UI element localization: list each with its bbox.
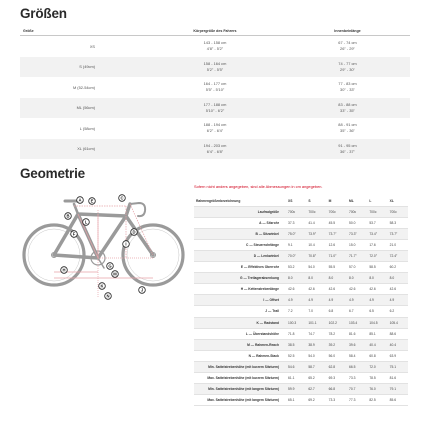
geometry-value: 82.5: [367, 394, 387, 405]
geometry-value: 8.0: [388, 273, 408, 284]
geometry-value: 71.8: [286, 328, 306, 339]
geometry-value: 53.7: [367, 218, 387, 229]
inseam-column-header: Innenbeinlänge: [285, 27, 410, 36]
geometry-row: [194, 394, 408, 405]
geometry-value: 42.6: [367, 284, 387, 295]
size-row: [20, 139, 410, 160]
geometry-value: 40.4: [367, 339, 387, 350]
geometry-value: 65.2: [306, 372, 326, 383]
geometry-value: 4.9: [347, 295, 367, 306]
geometry-value: 78.2: [327, 328, 347, 339]
geometry-value: 45.5: [327, 218, 347, 229]
geometry-value: 4.9: [388, 295, 408, 306]
inseam-cm: 77 - 83 cm: [338, 81, 357, 87]
geometry-value: 73.4°: [367, 229, 387, 240]
geometry-value: 73.9°: [306, 229, 326, 240]
geometry-value: 56.0: [327, 350, 347, 361]
geometry-value: 4.9: [286, 295, 306, 306]
diagram-letter: H: [62, 267, 66, 273]
inseam-cell: [285, 57, 410, 78]
geometry-value: 73.3: [347, 372, 367, 383]
geometry-value: 75.1: [388, 361, 408, 372]
geometry-value: 8.0: [347, 273, 367, 284]
geometry-value: 73.7°: [327, 229, 347, 240]
size-row: [20, 36, 410, 57]
geometry-value: 7.2: [286, 306, 306, 317]
size-cell: ML (56cm): [20, 98, 145, 119]
geometry-value: 54.0: [306, 262, 326, 273]
geometry-value: 50.0: [347, 218, 367, 229]
diagram-marker-a: [77, 197, 84, 204]
sizes-heading: Größen: [20, 6, 67, 21]
size-cell: M (52-54cm): [72, 84, 96, 90]
geometry-value: 4.9: [367, 295, 387, 306]
geometry-value: 54.0: [306, 350, 326, 361]
geometry-value: 62.7: [306, 383, 326, 394]
sizes-table: [20, 27, 410, 159]
geometry-value: 70.8°: [306, 251, 326, 262]
diagram-letter: I: [125, 241, 127, 247]
geometry-value: 8.0: [327, 273, 347, 284]
geometry-value: 61.1: [286, 372, 306, 383]
geometry-value: 81.6: [347, 328, 367, 339]
geometry-value: 6.2: [388, 306, 408, 317]
geometry-label: Min. Sattelstrebenhöhe (mit kurzem Sitzturm): [194, 361, 286, 372]
diagram-letter: C: [120, 195, 124, 201]
geometry-value: 63.9: [388, 350, 408, 361]
geometry-value: 9.1: [286, 240, 306, 251]
geometry-row: [194, 229, 408, 240]
geometry-row: [194, 383, 408, 394]
inseam-in: 30" - 33": [340, 87, 355, 93]
diagram-letter: E: [90, 198, 94, 204]
diagram-letter: J: [140, 287, 144, 293]
geometry-label: Min. Sattelstrebenhöhe (mit langem Sitzturm): [194, 383, 286, 394]
geometry-value: 700c: [286, 207, 306, 218]
rider-height-cell: [145, 98, 285, 119]
geometry-row: [194, 218, 408, 229]
geometry-value: 21.0: [388, 240, 408, 251]
geometry-row: [194, 284, 408, 295]
geometry-value: 79.1: [388, 383, 408, 394]
geometry-label: L — Überstandshöhe: [194, 328, 286, 339]
diagram-marker-h: [61, 267, 68, 274]
geometry-value: 66.5: [347, 361, 367, 372]
geometry-label: Laufradgröße: [194, 207, 286, 218]
inseam-in: 26" - 29": [340, 46, 355, 52]
frame-size-header: L: [367, 196, 387, 207]
geometry-label: Max. Sattelstrebenhöhe (mit langem Sitzturm): [194, 394, 286, 405]
geometry-value: 59.9: [286, 383, 306, 394]
geometry-value: 76.0: [367, 383, 387, 394]
geometry-value: 37.3: [286, 218, 306, 229]
rider-height-ft: 6'2" - 6'4": [206, 128, 224, 134]
geometry-value: 700c: [388, 207, 408, 218]
geometry-row: [194, 295, 408, 306]
geometry-row: [194, 240, 408, 251]
sizes-header-row: [20, 27, 410, 36]
geometry-value: 62.8: [327, 361, 347, 372]
geometry-value: 85.1: [367, 328, 387, 339]
geometry-row: [194, 339, 408, 350]
geometry-value: 66.8: [327, 383, 347, 394]
frame-size-header: M: [327, 196, 347, 207]
geometry-value: 42.6: [388, 284, 408, 295]
geometry-label: H — Kettenstrebenlänge: [194, 284, 286, 295]
geometry-row: [194, 273, 408, 284]
rider-height-cm: 177 - 188 cm: [203, 101, 227, 107]
geometry-label: A — Sitzrohr: [194, 218, 286, 229]
rider-height-cm: 188 - 194 cm: [203, 122, 227, 128]
diagram-letter: B: [66, 213, 70, 219]
geometry-value: 41.4: [306, 218, 326, 229]
geometry-units-note: Sofern nicht anders angegeben, sind alle Abmessungen in cm angegeben.: [194, 184, 323, 189]
geometry-value: 81.6: [388, 372, 408, 383]
geometry-value: 100.3: [286, 317, 306, 328]
geometry-value: 7.0: [306, 306, 326, 317]
frame-size-header: ML: [347, 196, 367, 207]
geometry-value: 71.7°: [347, 251, 367, 262]
rider-height-ft: 5'5" - 5'10": [205, 87, 225, 93]
frame-size-header: S: [306, 196, 326, 207]
geometry-value: 73.3°: [347, 229, 367, 240]
inseam-cell: [285, 139, 410, 160]
geometry-label: M — Rahmen-Reach: [194, 339, 286, 350]
diagram-marker-d: [131, 229, 138, 236]
diagram-marker-l: [83, 219, 90, 226]
diagram-marker-c: [119, 195, 126, 202]
geometry-row: [194, 372, 408, 383]
diagram-letter: N: [106, 293, 110, 299]
inseam-cm: 91 - 95 cm: [338, 142, 357, 148]
geometry-value: 78.5: [367, 372, 387, 383]
geometry-label: J — Trail: [194, 306, 286, 317]
rider-height-ft: 5'10" - 6'2": [205, 107, 225, 113]
size-row: [20, 98, 410, 119]
geometry-value: 6.5: [367, 306, 387, 317]
geometry-value: 85.6: [388, 394, 408, 405]
diagram-marker-f: [71, 231, 78, 238]
frame: [54, 204, 153, 258]
geometry-row: [194, 306, 408, 317]
rider-height-cm: 194 - 203 cm: [203, 142, 227, 148]
geometry-value: 10.4: [306, 240, 326, 251]
geometry-value: 103.4: [347, 317, 367, 328]
geometry-value: 75.0°: [286, 229, 306, 240]
geometry-row: [194, 207, 408, 218]
rider-height-ft: 5'2" - 5'5": [206, 66, 224, 72]
geometry-label: B — Sitzwinkel: [194, 229, 286, 240]
geometry-value: 17.6: [367, 240, 387, 251]
inseam-cell: [285, 118, 410, 139]
inseam-in: 35" - 36": [340, 128, 355, 134]
geometry-value: 105.4: [388, 317, 408, 328]
geometry-value: 42.6: [327, 284, 347, 295]
geometry-value: 58.3: [388, 218, 408, 229]
geometry-value: 73.7°: [388, 229, 408, 240]
diagram-marker-k: [99, 283, 106, 290]
geometry-value: 71.0°: [327, 251, 347, 262]
diagram-marker-b: [65, 213, 72, 220]
geometry-value: 6.7: [347, 306, 367, 317]
diagram-marker-e: [89, 198, 96, 205]
inseam-cm: 88 - 91 cm: [338, 122, 357, 128]
geometry-value: 42.6: [347, 284, 367, 295]
rider-height-cell: [145, 57, 285, 78]
geometry-value: 60.8: [367, 350, 387, 361]
geometry-value: 15.0: [347, 240, 367, 251]
rider-height-column-header: Körpergröße des Fahrers: [145, 27, 285, 36]
geometry-row: [194, 251, 408, 262]
geometry-value: 52.5: [286, 350, 306, 361]
size-cell: XL (61cm): [20, 139, 145, 160]
geometry-value: 8.0: [367, 273, 387, 284]
geometry-value: 6.8: [327, 306, 347, 317]
geometry-heading: Geometrie: [20, 166, 85, 181]
geometry-label: Max. Sattelstrebenhöhe (mit kurzem Sitzturm): [194, 372, 286, 383]
frame-size-column-header: Rahmengrößenbezeichnung: [194, 196, 286, 207]
inseam-cell: [285, 98, 410, 119]
geometry-value: 58.4: [347, 350, 367, 361]
geometry-value: 39.2: [327, 339, 347, 350]
inseam-cm: 74 - 77 cm: [338, 60, 357, 66]
bike-geometry-diagram: [18, 186, 190, 304]
inseam-cm: 67 - 74 cm: [338, 40, 357, 46]
frame-size-header: XL: [388, 196, 408, 207]
geometry-label: K — Radstand: [194, 317, 286, 328]
geometry-value: 72.0: [367, 361, 387, 372]
diagram-marker-n: [105, 293, 112, 300]
inseam-cell: [285, 77, 410, 98]
geometry-label: D — Lenkwinkel: [194, 251, 286, 262]
size-cell: L (58cm): [79, 125, 96, 131]
geometry-row: [194, 350, 408, 361]
geometry-value: 88.6: [388, 328, 408, 339]
geometry-value: 42.6: [306, 284, 326, 295]
geometry-value: 72.4°: [388, 251, 408, 262]
diagram-letter: L: [84, 219, 88, 225]
geometry-label: G — Tretlagerabsenkung: [194, 273, 286, 284]
geometry-value: 4.9: [327, 295, 347, 306]
size-row: [20, 118, 410, 139]
geometry-value: 42.6: [286, 284, 306, 295]
inseam-in: 36" - 37": [340, 148, 355, 154]
frame-size-header: XS: [286, 196, 306, 207]
geometry-table: [194, 196, 408, 406]
geometry-value: 55.5: [327, 262, 347, 273]
geometry-value: 54.6: [286, 361, 306, 372]
geometry-value: 39.6: [347, 339, 367, 350]
size-cell: S (49cm): [20, 57, 145, 78]
geometry-value: 57.0: [347, 262, 367, 273]
geometry-value: 58.7: [306, 361, 326, 372]
rider-height-cell: [145, 139, 285, 160]
geometry-value: 700c: [347, 207, 367, 218]
rider-height-cell: [145, 77, 285, 98]
geometry-row: [194, 317, 408, 328]
rider-height-cm: 158 - 164 cm: [203, 60, 227, 66]
geometry-value: 53.2: [286, 262, 306, 273]
geometry-row: [194, 262, 408, 273]
geometry-header-row: [194, 196, 408, 207]
geometry-label: N — Rahmen-Stack: [194, 350, 286, 361]
geometry-value: 40.4: [388, 339, 408, 350]
size-cell: XS: [89, 43, 96, 49]
diagram-marker-j: [139, 287, 146, 294]
geometry-value: 4.9: [306, 295, 326, 306]
geometry-value: 65.1: [286, 394, 306, 405]
geometry-value: 700c: [306, 207, 326, 218]
size-row: [20, 57, 410, 78]
geometry-value: 8.0: [286, 273, 306, 284]
geometry-value: 70.7: [347, 383, 367, 394]
rider-height-cm: 164 - 177 cm: [203, 81, 227, 87]
geometry-label: I — Offset: [194, 295, 286, 306]
geometry-value: 58.5: [367, 262, 387, 273]
diagram-letter: D: [132, 229, 136, 235]
geometry-value: 73.3: [327, 394, 347, 405]
geometry-value: 700c: [327, 207, 347, 218]
diagram-letter: K: [100, 283, 104, 289]
inseam-cm: 83 - 88 cm: [338, 101, 357, 107]
geometry-value: 69.3: [327, 372, 347, 383]
geometry-label: C — Steuerrohrlänge: [194, 240, 286, 251]
geometry-value: 12.6: [327, 240, 347, 251]
rider-height-ft: 4'8" - 5'2": [206, 46, 224, 52]
rider-height-ft: 6'4" - 6'8": [206, 148, 224, 154]
inseam-cell: [285, 36, 410, 57]
geometry-row: [194, 328, 408, 339]
geometry-value: 77.3: [347, 394, 367, 405]
diagram-letter: F: [72, 231, 76, 237]
geometry-value: 74.7: [306, 328, 326, 339]
diagram-marker-i: [123, 241, 130, 248]
geometry-value: 72.0°: [367, 251, 387, 262]
rider-height-cell: [145, 118, 285, 139]
diagram-letter: G: [108, 263, 112, 269]
rider-height-cm: 143 - 158 cm: [203, 40, 227, 46]
rider-height-cell: [145, 36, 285, 57]
geometry-row: [194, 361, 408, 372]
geometry-value: 38.5: [286, 339, 306, 350]
geometry-value: 60.2: [388, 262, 408, 273]
geometry-value: 101.1: [306, 317, 326, 328]
geometry-value: 104.5: [367, 317, 387, 328]
geometry-value: 8.0: [306, 273, 326, 284]
diagram-marker-m: [112, 271, 119, 278]
geometry-value: 70.0°: [286, 251, 306, 262]
diagram-letter: M: [113, 271, 117, 277]
size-column-header: Größe: [20, 27, 145, 36]
diagram-letter: A: [78, 197, 82, 203]
geometry-value: 102.2: [327, 317, 347, 328]
geometry-value: 700c: [367, 207, 387, 218]
inseam-in: 29" - 30": [340, 66, 355, 72]
geometry-value: 69.2: [306, 394, 326, 405]
geometry-label: E — Effektives Oberrohr: [194, 262, 286, 273]
geometry-value: 38.9: [306, 339, 326, 350]
inseam-in: 33" - 35": [340, 107, 355, 113]
size-row: [20, 77, 410, 98]
diagram-marker-g: [107, 263, 114, 270]
